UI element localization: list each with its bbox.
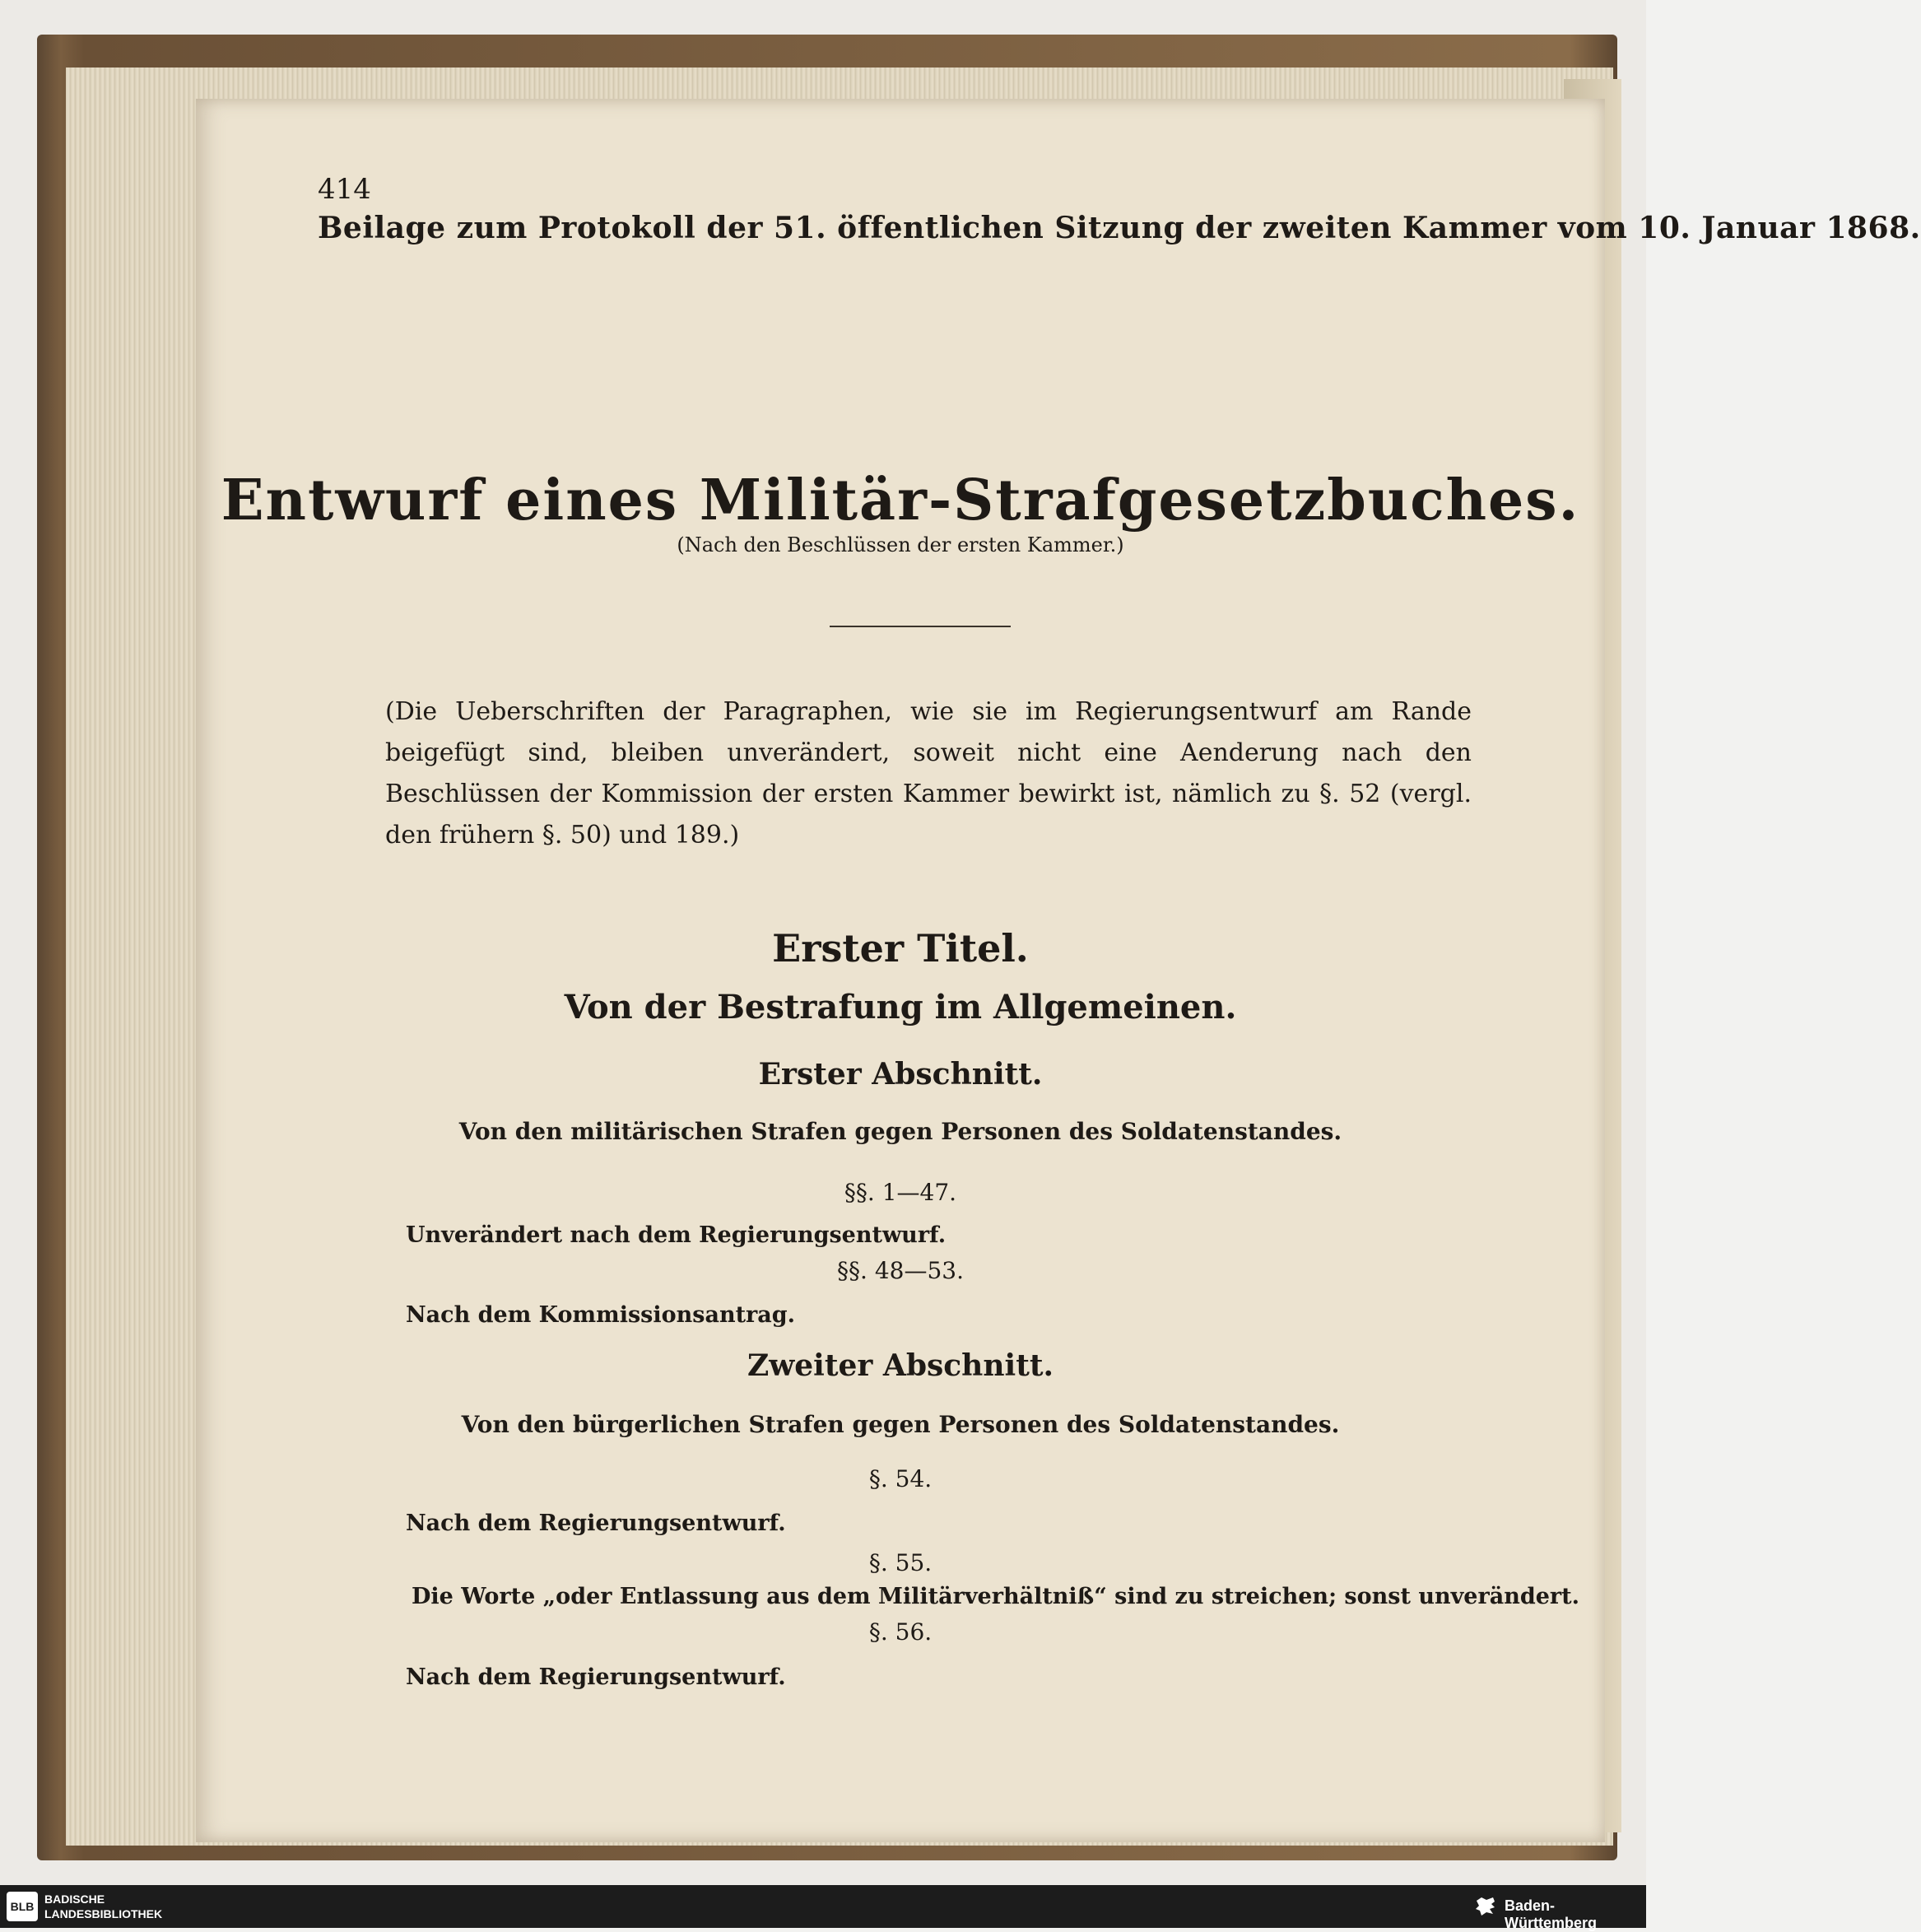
paragraph-text-54: Nach dem Regierungsentwurf. [406, 1511, 786, 1536]
blb-logo-icon[interactable]: BLB [7, 1892, 38, 1921]
document-subtitle: (Nach den Beschlüssen der ersten Kammer.) [677, 533, 1124, 556]
paragraph-range-48-53: §§. 48—53. [837, 1257, 964, 1284]
baden-wuerttemberg-lion-icon[interactable] [1473, 1894, 1498, 1919]
paragraph-text-56: Nach dem Regierungsentwurf. [406, 1664, 786, 1690]
partner-label[interactable]: Baden-Württemberg [1505, 1897, 1597, 1931]
section-1-subtitle: Von den militärischen Strafen gegen Personen des Soldatenstandes. [458, 1118, 1342, 1145]
library-name-line-1: BADISCHE [44, 1892, 105, 1906]
paragraph-54: §. 54. [868, 1465, 933, 1492]
library-name-line-2: LANDESBIBLIOTHEK [44, 1907, 163, 1920]
viewer-footer-bar [0, 1885, 1646, 1931]
section-1-heading: Erster Abschnitt. [758, 1057, 1043, 1092]
paragraph-text-48-53: Nach dem Kommissionsantrag. [406, 1302, 796, 1328]
running-header: Beilage zum Protokoll der 51. öffentlichen Sitzung der zweiten Kammer vom 10. Januar 1868. [318, 211, 1921, 245]
divider-rule [830, 626, 1011, 627]
paragraph-text-1-47: Unverändert nach dem Regierungsentwurf. [406, 1222, 947, 1248]
library-name[interactable] [44, 1892, 209, 1921]
part-1-subtitle: Von der Bestrafung im Allgemeinen. [564, 988, 1237, 1027]
notice-paragraph: (Die Ueberschriften der Paragraphen, wie sie im Regierungsentwurf am Rande beigefügt sind, bleiben unverändert, soweit nicht eine Aenderung nach den Beschlüssen der Kommission der ersten Kammer bewirkt ist, nämlich zu §. 52 (vergl. den frühern §. 50) und 189.) [385, 697, 1472, 850]
section-2-heading: Zweiter Abschnitt. [747, 1348, 1054, 1383]
page-number: 414 [318, 173, 371, 206]
book-page [196, 99, 1921, 1842]
paragraph-text-55: Die Worte „oder Entlassung aus dem Militärverhältniß“ sind zu streichen; sonst unverändert. [412, 1584, 1579, 1609]
paragraph-56: §. 56. [868, 1618, 933, 1646]
paragraph-55: §. 55. [868, 1549, 933, 1576]
document-title: Entwurf eines Militär-Strafgesetzbuches. [221, 468, 1580, 533]
part-1-title: Erster Titel. [772, 926, 1029, 971]
paragraph-range-1-47: §§. 1—47. [844, 1179, 957, 1206]
section-2-subtitle: Von den bürgerlichen Strafen gegen Personen des Soldatenstandes. [461, 1411, 1340, 1438]
